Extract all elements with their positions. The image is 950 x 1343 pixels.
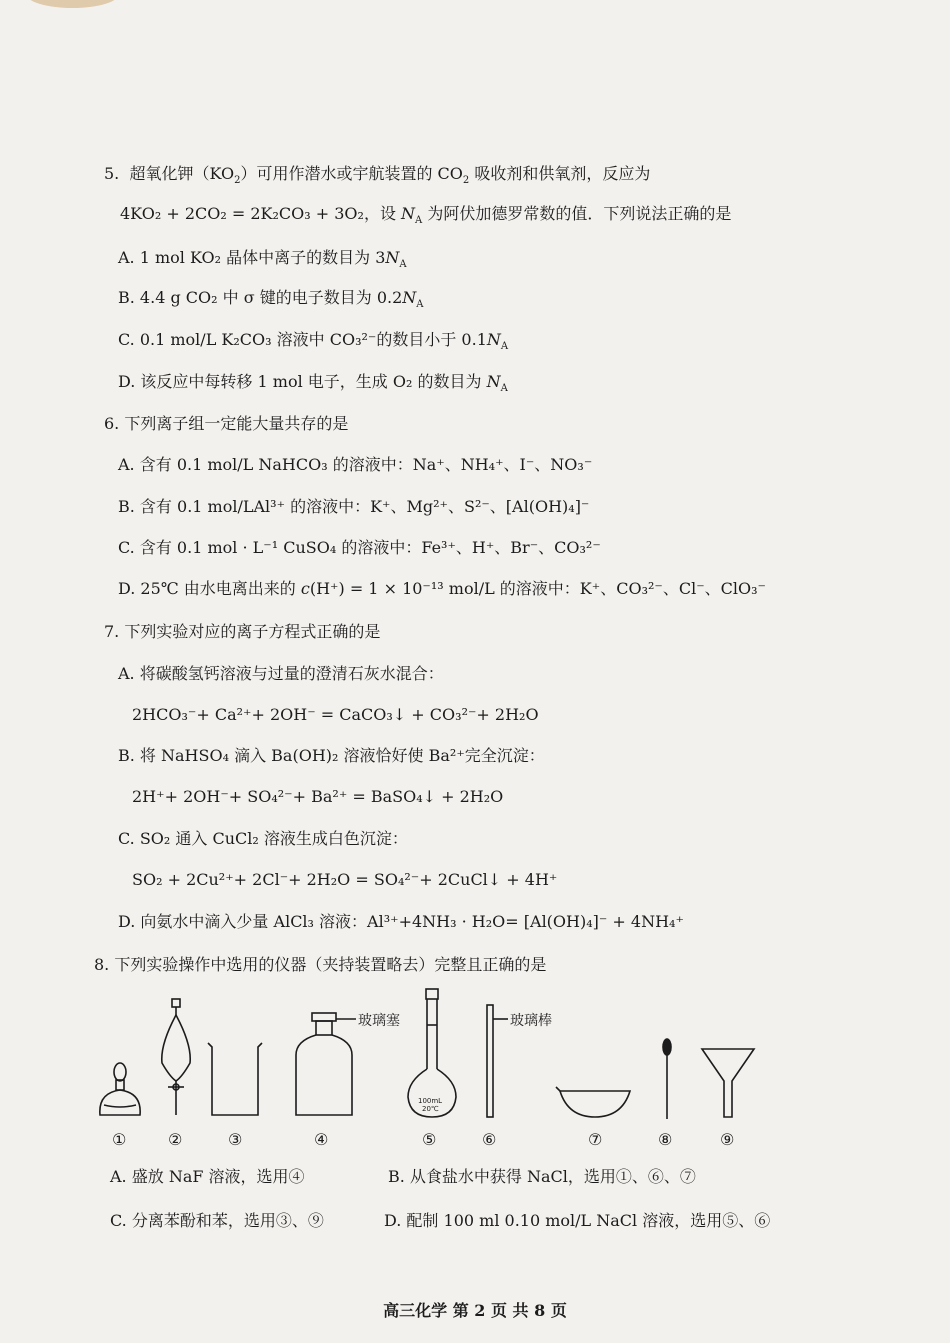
label-8: ⑧: [658, 1130, 673, 1149]
label-3: ③: [228, 1130, 243, 1149]
q7-option-d: D. 向氨水中滴入少量 AlCl₃ 溶液：Al³⁺+4NH₃ · H₂O= [Al(OH)₄]⁻ + 4NH₄⁺: [118, 912, 684, 931]
flask-mark-temp: 20℃: [422, 1105, 439, 1113]
label-4: ④: [314, 1130, 329, 1149]
q8-option-c: C. 分离苯酚和苯，选用③、⑨: [110, 1211, 324, 1230]
q6-option-c: C. 含有 0.1 mol · L⁻¹ CuSO₄ 的溶液中：Fe³⁺、H⁺、Br⁻、CO₃²⁻: [118, 538, 601, 557]
evaporating-dish-icon: [556, 1087, 630, 1117]
q6-option-a: A. 含有 0.1 mol/L NaHCO₃ 的溶液中：Na⁺、NH₄⁺、I⁻、NO₃⁻: [118, 455, 593, 474]
reagent-bottle-icon: [296, 1013, 352, 1115]
stopper-label: 玻璃塞: [358, 1013, 400, 1029]
separatory-funnel-icon: [162, 999, 190, 1115]
q8-option-a: A. 盛放 NaF 溶液，选用④: [110, 1167, 305, 1186]
beaker-icon: [208, 1043, 262, 1115]
label-7: ⑦: [588, 1130, 603, 1149]
q7-option-c-equation: SO₂ + 2Cu²⁺+ 2Cl⁻+ 2H₂O = SO₄²⁻+ 2CuCl↓ + 4H⁺: [132, 870, 558, 889]
label-6: ⑥: [482, 1130, 497, 1149]
paper-stain: [25, 0, 120, 8]
q8-title: 8. 下列实验操作中选用的仪器（夹持装置略去）完整且正确的是: [94, 955, 547, 974]
label-5: ⑤: [422, 1130, 437, 1149]
q8-option-b: B. 从食盐水中获得 NaCl，选用①、⑥、⑦: [388, 1167, 696, 1186]
q5-option-a: A. 1 mol KO₂ 晶体中离子的数目为 $3N_A$: [118, 248, 407, 271]
q7-option-a-equation: 2HCO₃⁻+ Ca²⁺+ 2OH⁻ = CaCO₃↓ + CO₃²⁻+ 2H₂O: [132, 705, 539, 724]
label-9: ⑨: [720, 1130, 735, 1149]
label-2: ②: [168, 1130, 183, 1149]
label-1: ①: [112, 1130, 127, 1149]
page-footer: 高三化学 第 2 页 共 8 页: [383, 1301, 567, 1320]
alcohol-lamp-icon: [100, 1063, 140, 1115]
q7-title: 7. 下列实验对应的离子方程式正确的是: [104, 622, 381, 641]
q7-option-a: A. 将碳酸氢钙溶液与过量的澄清石灰水混合：: [118, 664, 444, 683]
q7-option-b-equation: 2H⁺+ 2OH⁻+ SO₄²⁻+ Ba²⁺ = BaSO₄↓ + 2H₂O: [132, 787, 504, 806]
q7-option-b: B. 将 NaHSO₄ 滴入 Ba(OH)₂ 溶液恰好使 Ba²⁺完全沉淀：: [118, 746, 545, 765]
q7-option-c: C. SO₂ 通入 CuCl₂ 溶液生成白色沉淀：: [118, 829, 408, 848]
q6-title: 6. 下列离子组一定能大量共存的是: [104, 414, 349, 433]
q8-option-d: D. 配制 100 ml 0.10 mol/L NaCl 溶液，选用⑤、⑥: [384, 1211, 771, 1230]
rod-label: 玻璃棒: [510, 1013, 552, 1029]
q6-option-d: D. 25℃ 由水电离出来的 c(H⁺) = 1 × 10⁻¹³ mol/L 的溶液中：K⁺、CO₃²⁻、Cl⁻、ClO₃⁻: [118, 579, 766, 598]
dropper-icon: [663, 1039, 671, 1119]
apparatus-figure: [90, 985, 790, 1160]
q5-option-b: B. 4.4 g CO₂ 中 σ 键的电子数目为 $0.2N_A$: [118, 288, 424, 311]
glass-rod-icon: [487, 1005, 493, 1117]
q5-title: 5. 超氧化钾$(KO_2)$可用作潜水或宇航装置的 $CO_2$ 吸收剂和供氧剂，反应为: [104, 164, 651, 187]
q6-option-b: B. 含有 0.1 mol/LAl³⁺ 的溶液中：K⁺、Mg²⁺、S²⁻、[Al(OH)₄]⁻: [118, 497, 590, 516]
funnel-icon: [702, 1049, 754, 1117]
q5-equation: 4KO₂ + 2CO₂ = 2K₂CO₃ + 3O₂，设 $N_A$ 为阿伏加德罗常数的值．下列说法正确的是: [120, 204, 732, 227]
q5-option-d: D. 该反应中每转移 1 mol 电子，生成 O₂ 的数目为 $N_A$: [118, 372, 508, 395]
flask-mark-volume: 100mL: [418, 1097, 443, 1105]
q5-option-c: C. 0.1 mol/L K₂CO₃ 溶液中 CO₃²⁻的数目小于 $0.1N_A$: [118, 330, 509, 353]
